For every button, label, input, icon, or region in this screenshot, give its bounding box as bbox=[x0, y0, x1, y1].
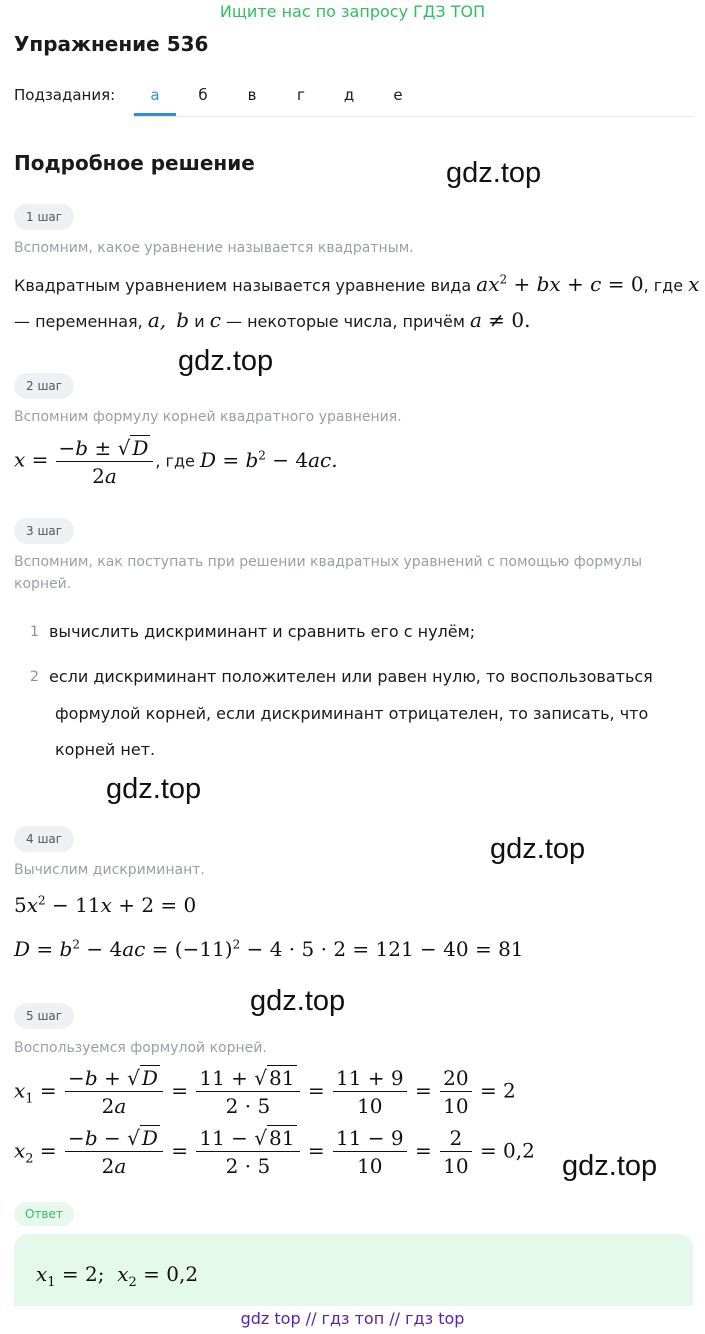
equation-general: $ax^2$ + bx + c = 0 bbox=[476, 272, 644, 296]
list-number: 2 bbox=[30, 669, 39, 685]
step-text bbox=[14, 308, 530, 332]
discriminant-calc: $D = b^2 - 4ac = (-11)^2 - 4 \cdot 5 \cdot 2 = 121 - 40 = 81$ bbox=[14, 937, 524, 961]
quadratic-equation: $5x^2 - 11x + 2 = 0$ bbox=[14, 893, 197, 917]
step-hint: Вспомним, какое уравнение называется квадратным. bbox=[14, 240, 414, 256]
tab-d[interactable]: д bbox=[343, 86, 355, 104]
step-hint: корней. bbox=[14, 576, 72, 592]
answer-box bbox=[14, 1234, 693, 1306]
watermark: gdz.top bbox=[490, 833, 586, 865]
step-text-part: — некоторые числа, причём bbox=[226, 312, 465, 331]
subtasks-label: Подзадания: bbox=[14, 86, 116, 104]
active-tab-indicator bbox=[134, 113, 176, 116]
step-badge: 2 шаг bbox=[14, 373, 74, 399]
root-x1-calc: $x_1$ = $\frac{-b + √ D}{2a}$ = $\frac{11 + √ 81}{2 \cdot 5}$ = $\frac{11 + 9}{10}$ = $\frac{20}{10}$ = 2 bbox=[14, 1066, 516, 1118]
step-text-part: и bbox=[194, 312, 205, 331]
condition-a-nonzero: a ≠ 0. bbox=[470, 308, 531, 332]
answer-value: $x_1 = 2$; $x_2 = 0,2$ bbox=[36, 1262, 199, 1290]
list-item: формулой корней, если дискриминант отрицателен, то записать, что bbox=[55, 704, 649, 723]
step-text-part: — переменная, bbox=[14, 312, 143, 331]
watermark: gdz.top bbox=[562, 1150, 658, 1182]
list-number: 1 bbox=[30, 624, 39, 640]
var-c: c bbox=[209, 308, 221, 332]
promo-banner[interactable]: Ищите нас по запросу ГДЗ ТОП bbox=[219, 2, 486, 21]
step-badge: 1 шаг bbox=[14, 204, 74, 230]
step-hint: Вспомним, как поступать при решении квадратных уравнений с помощью формулы bbox=[14, 554, 643, 570]
step-hint: Вычислим дискриминант. bbox=[14, 862, 205, 878]
step-text-part: Квадратным уравнением называется уравнение вида bbox=[14, 276, 472, 295]
step-badge: 5 шаг bbox=[14, 1003, 74, 1029]
tab-g[interactable]: г bbox=[297, 86, 305, 104]
step-text-part: , где bbox=[643, 276, 684, 295]
list-item: корней нет. bbox=[55, 740, 156, 759]
watermark: gdz.top bbox=[446, 157, 542, 189]
page-title: Упражнение 536 bbox=[14, 32, 209, 56]
list-item: если дискриминант положителен или равен нулю, то воспользоваться bbox=[49, 667, 653, 686]
tab-a[interactable]: а bbox=[150, 86, 160, 104]
step-badge: 4 шаг bbox=[14, 826, 74, 852]
watermark: gdz.top bbox=[250, 985, 346, 1017]
step-badge: 3 шаг bbox=[14, 518, 74, 544]
tab-b[interactable]: б bbox=[198, 86, 208, 104]
watermark: gdz.top bbox=[106, 773, 202, 805]
roots-formula: x = $\frac{-b \pm √ D}{2a}$ , где $D = b^2 - 4ac$. bbox=[14, 436, 338, 488]
answer-badge: Ответ bbox=[14, 1202, 74, 1226]
var-b: b bbox=[176, 308, 190, 332]
var-x: x bbox=[688, 272, 700, 296]
watermark: gdz.top bbox=[178, 345, 274, 377]
tab-v[interactable]: в bbox=[247, 86, 257, 104]
root-x2-calc: $x_2$ = $\frac{-b - √ D}{2a}$ = $\frac{11 - √ 81}{2 \cdot 5}$ = $\frac{11 - 9}{10}$ = $\frac{2}{10}$ = 0,2 bbox=[14, 1126, 535, 1178]
subtasks-tabs bbox=[134, 76, 694, 117]
tab-e[interactable]: е bbox=[393, 86, 403, 104]
step-hint: Вспомним формулу корней квадратного уравнения. bbox=[14, 409, 402, 425]
solution-heading: Подробное решение bbox=[14, 151, 255, 175]
step-text-part: , где bbox=[155, 451, 195, 471]
step-hint: Воспользуемся формулой корней. bbox=[14, 1040, 267, 1056]
list-item: вычислить дискриминант и сравнить его с нулём; bbox=[49, 622, 476, 641]
step-text bbox=[14, 272, 704, 296]
footer-links[interactable]: gdz top // гдз топ // гдз top bbox=[240, 1309, 465, 1328]
var-a: a, bbox=[147, 308, 167, 332]
